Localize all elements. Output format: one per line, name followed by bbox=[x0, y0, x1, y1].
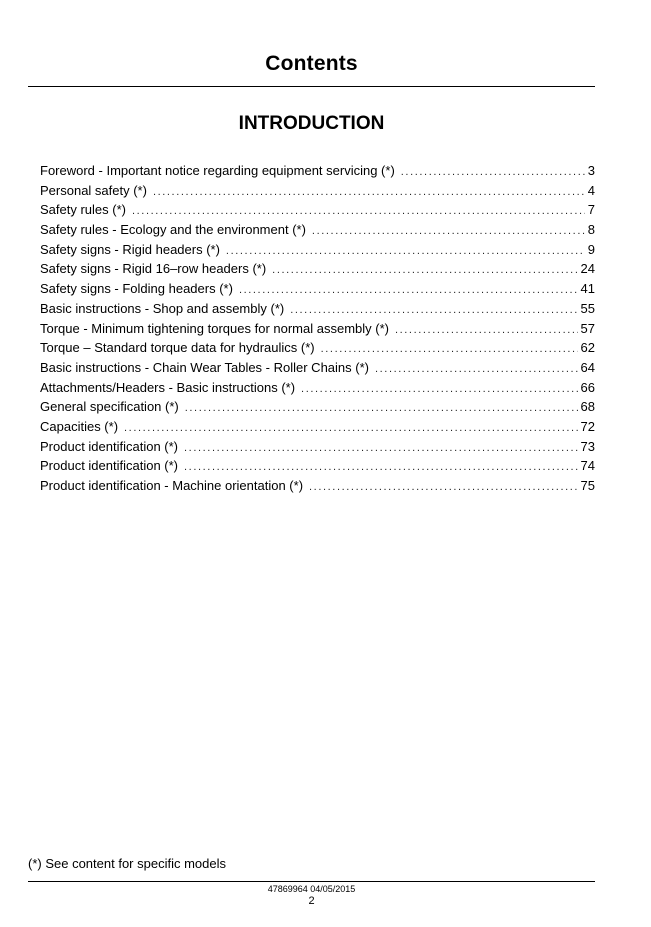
toc-entry-page: 64 bbox=[580, 359, 595, 375]
footnote: (*) See content for specific models bbox=[28, 856, 226, 871]
toc-entry-page: 8 bbox=[587, 222, 595, 238]
toc-entry[interactable] bbox=[40, 181, 595, 201]
toc-entry-page: 73 bbox=[580, 438, 595, 454]
toc-entry[interactable] bbox=[40, 358, 595, 378]
table-of-contents bbox=[40, 161, 595, 496]
toc-dot-leader bbox=[301, 380, 577, 400]
toc-entry[interactable] bbox=[40, 259, 595, 279]
toc-entry-page: 7 bbox=[587, 202, 595, 218]
toc-entry-page: 57 bbox=[580, 320, 595, 336]
toc-entry-label: Safety rules (*) bbox=[40, 202, 126, 218]
toc-entry-label: Product identification (*) bbox=[40, 438, 179, 454]
toc-dot-leader bbox=[395, 321, 578, 341]
toc-dot-leader bbox=[239, 281, 578, 301]
toc-entry-label: Basic instructions - Shop and assembly (*) bbox=[40, 300, 285, 316]
toc-entry[interactable] bbox=[40, 299, 595, 319]
toc-entry-label: General specification (*) bbox=[40, 399, 179, 415]
toc-entry-page: 62 bbox=[580, 340, 595, 356]
toc-dot-leader bbox=[184, 439, 578, 459]
page-number: 2 bbox=[308, 895, 315, 907]
toc-dot-leader bbox=[272, 261, 577, 281]
toc-dot-leader bbox=[375, 360, 578, 380]
toc-entry[interactable] bbox=[40, 279, 595, 299]
footer-divider bbox=[28, 881, 595, 882]
toc-entry[interactable] bbox=[40, 161, 595, 181]
toc-entry-page: 72 bbox=[580, 418, 595, 434]
toc-entry-page: 9 bbox=[587, 241, 595, 257]
toc-entry[interactable] bbox=[40, 397, 595, 417]
toc-entry[interactable] bbox=[40, 456, 595, 476]
title-divider bbox=[28, 86, 595, 87]
toc-entry-page: 74 bbox=[580, 458, 595, 474]
toc-entry-page: 4 bbox=[587, 182, 595, 198]
toc-entry[interactable] bbox=[40, 417, 595, 437]
toc-dot-leader bbox=[226, 242, 585, 262]
toc-entry-label: Capacities (*) bbox=[40, 418, 119, 434]
toc-dot-leader bbox=[309, 478, 578, 498]
toc-entry-label: Product identification (*) bbox=[40, 458, 179, 474]
toc-dot-leader bbox=[401, 163, 585, 183]
toc-entry[interactable] bbox=[40, 437, 595, 457]
document-id: 47869964 04/05/2015 bbox=[267, 884, 356, 894]
toc-entry[interactable] bbox=[40, 338, 595, 358]
toc-entry[interactable] bbox=[40, 200, 595, 220]
toc-entry-label: Basic instructions - Chain Wear Tables - Roller Chains (*) bbox=[40, 359, 369, 375]
toc-entry-page: 55 bbox=[580, 300, 595, 316]
toc-dot-leader bbox=[153, 183, 585, 203]
toc-entry-label: Product identification - Machine orientation (*) bbox=[40, 478, 304, 493]
toc-dot-leader bbox=[312, 222, 585, 242]
toc-entry-label: Torque - Minimum tightening torques for normal assembly (*) bbox=[40, 320, 389, 336]
toc-entry-page: 68 bbox=[580, 399, 595, 415]
toc-entry-label: Attachments/Headers - Basic instructions (*) bbox=[40, 379, 296, 395]
toc-entry[interactable] bbox=[40, 476, 595, 496]
toc-entry-label: Personal safety (*) bbox=[40, 182, 147, 198]
toc-entry-page: 24 bbox=[580, 261, 595, 277]
toc-entry-label: Safety rules - Ecology and the environment (*) bbox=[40, 222, 306, 238]
toc-entry[interactable] bbox=[40, 240, 595, 260]
toc-entry-label: Foreword - Important notice regarding equipment servicing (*) bbox=[40, 163, 395, 178]
toc-entry[interactable] bbox=[40, 319, 595, 339]
toc-entry-page: 41 bbox=[580, 281, 595, 297]
toc-entry-label: Safety signs - Folding headers (*) bbox=[40, 281, 233, 297]
toc-entry-page: 66 bbox=[580, 379, 595, 395]
toc-entry[interactable] bbox=[40, 378, 595, 398]
page-title: Contents bbox=[265, 52, 358, 75]
toc-entry-label: Safety signs - Rigid headers (*) bbox=[40, 241, 220, 257]
toc-entry-page: 75 bbox=[580, 478, 595, 493]
toc-entry-label: Safety signs - Rigid 16–row headers (*) bbox=[40, 261, 267, 277]
toc-entry-label: Torque – Standard torque data for hydraulics (*) bbox=[40, 340, 315, 356]
section-title: INTRODUCTION bbox=[238, 113, 385, 134]
toc-entry-page: 3 bbox=[587, 163, 595, 178]
toc-entry[interactable] bbox=[40, 220, 595, 240]
toc-dot-leader bbox=[124, 419, 578, 439]
toc-dot-leader bbox=[185, 399, 578, 419]
